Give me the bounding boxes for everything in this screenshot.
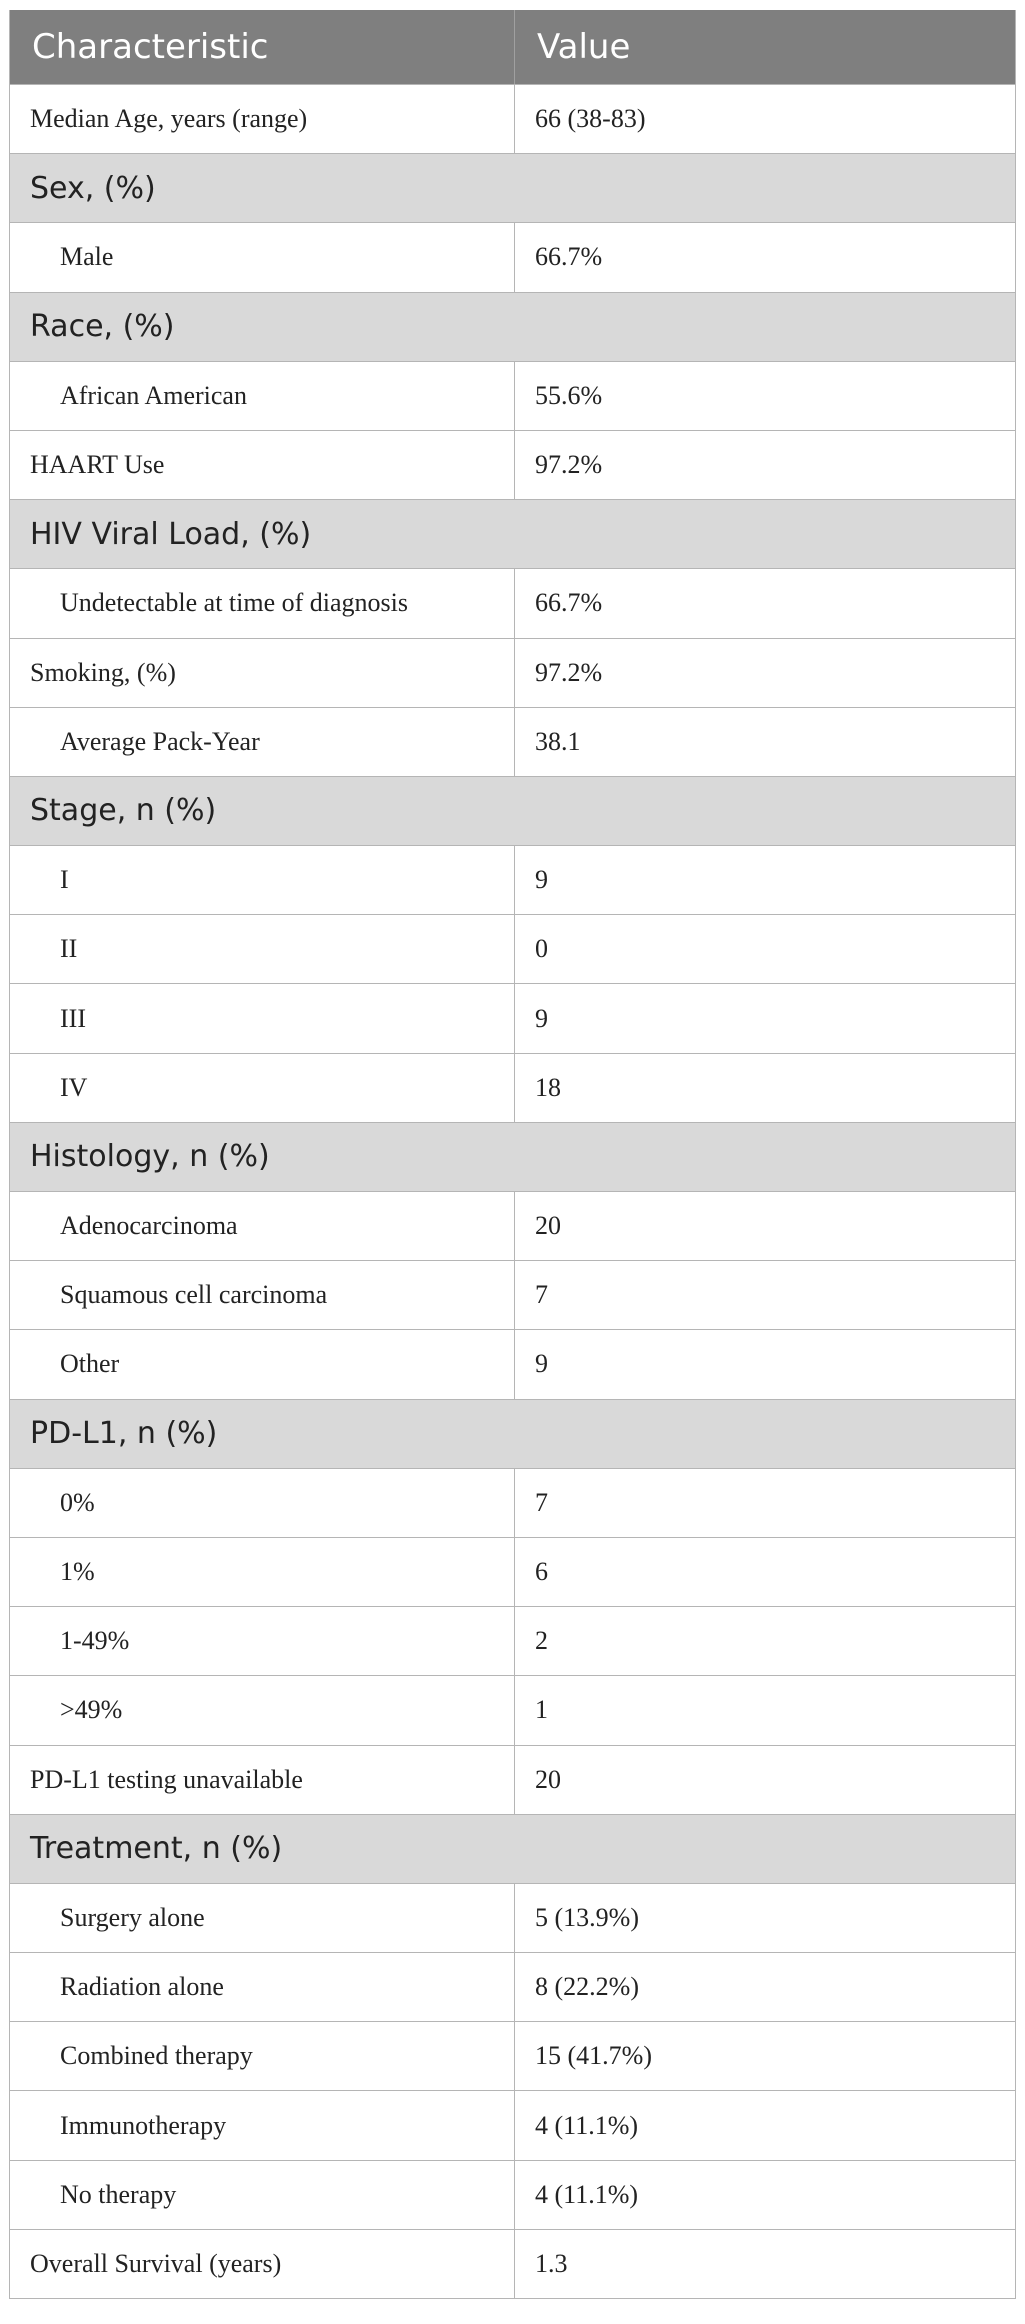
row-value: 66 (38-83)	[535, 104, 646, 134]
table-row	[10, 84, 1015, 153]
row-label: >49%	[10, 1676, 515, 1744]
section-row	[10, 153, 1015, 222]
table-row	[10, 2090, 1015, 2159]
table-body	[10, 84, 1015, 2298]
table-row	[10, 1675, 1015, 1744]
row-value: 4 (11.1%)	[535, 2110, 639, 2140]
row-value: 2	[535, 1626, 548, 1656]
table-row	[10, 1883, 1015, 1952]
row-label: Combined therapy	[10, 2022, 515, 2090]
section-row	[10, 292, 1015, 361]
table-row	[10, 983, 1015, 1052]
row-label: Squamous cell carcinoma	[10, 1261, 515, 1329]
table-row	[10, 1952, 1015, 2021]
row-label: Adenocarcinoma	[10, 1192, 515, 1260]
section-label: HIV Viral Load, (%)	[30, 516, 312, 552]
row-label: IV	[10, 1054, 515, 1122]
section-row	[10, 1122, 1015, 1191]
header-value: Value	[537, 27, 631, 67]
section-row	[10, 776, 1015, 845]
row-value: 66.7%	[535, 588, 603, 618]
row-value: 5 (13.9%)	[535, 1902, 639, 1932]
row-value: 20	[535, 1211, 561, 1241]
row-label: African American	[10, 362, 515, 430]
table-row	[10, 2229, 1015, 2298]
row-value: 38.1	[535, 726, 581, 756]
table-row	[10, 914, 1015, 983]
row-label: PD-L1 testing unavailable	[10, 1746, 515, 1814]
section-row	[10, 1399, 1015, 1468]
row-value: 18	[535, 1072, 561, 1102]
table-row	[10, 1053, 1015, 1122]
row-value: 55.6%	[535, 380, 603, 410]
table-row	[10, 1745, 1015, 1814]
row-label: Immunotherapy	[10, 2091, 515, 2159]
row-label: Smoking, (%)	[10, 639, 515, 707]
row-value: 4 (11.1%)	[535, 2179, 639, 2209]
table-row	[10, 1537, 1015, 1606]
row-label: Radiation alone	[10, 1953, 515, 2021]
table-row	[10, 222, 1015, 291]
row-label: Overall Survival (years)	[10, 2230, 515, 2298]
table-row	[10, 707, 1015, 776]
table-row	[10, 361, 1015, 430]
row-label: 1-49%	[10, 1607, 515, 1675]
section-label: Sex, (%)	[30, 170, 156, 206]
section-label: Stage, n (%)	[30, 793, 217, 829]
table-row	[10, 1329, 1015, 1398]
row-value: 9	[535, 865, 548, 895]
row-label: No therapy	[10, 2161, 515, 2229]
table-row	[10, 1260, 1015, 1329]
row-value: 9	[535, 1349, 548, 1379]
row-value: 15 (41.7%)	[535, 2041, 652, 2071]
row-label: II	[10, 915, 515, 983]
section-row	[10, 499, 1015, 568]
section-label: PD-L1, n (%)	[30, 1416, 218, 1452]
row-label: HAART Use	[10, 431, 515, 499]
row-value: 7	[535, 1280, 548, 1310]
row-label: 1%	[10, 1538, 515, 1606]
row-label: III	[10, 984, 515, 1052]
section-row	[10, 1814, 1015, 1883]
table-row	[10, 1468, 1015, 1537]
row-label: Male	[10, 223, 515, 291]
section-label: Histology, n (%)	[30, 1139, 270, 1175]
section-label: Treatment, n (%)	[30, 1831, 283, 1867]
row-value: 1.3	[535, 2248, 568, 2278]
table-row	[10, 1191, 1015, 1260]
row-label: 0%	[10, 1469, 515, 1537]
characteristics-table	[9, 10, 1016, 2299]
row-value: 8 (22.2%)	[535, 1972, 639, 2002]
row-value: 9	[535, 1003, 548, 1033]
table-row	[10, 845, 1015, 914]
row-value: 20	[535, 1764, 561, 1794]
table-row	[10, 2021, 1015, 2090]
table-row	[10, 1606, 1015, 1675]
row-label: Undetectable at time of diagnosis	[10, 569, 515, 637]
row-label: Surgery alone	[10, 1884, 515, 1952]
row-label: I	[10, 846, 515, 914]
row-label: Other	[10, 1330, 515, 1398]
row-value: 66.7%	[535, 242, 603, 272]
table-row	[10, 2160, 1015, 2229]
header-characteristic: Characteristic	[10, 10, 515, 84]
table-row	[10, 430, 1015, 499]
table-header-row	[10, 10, 1015, 84]
table-row	[10, 638, 1015, 707]
row-value: 6	[535, 1557, 548, 1587]
row-label: Average Pack-Year	[10, 708, 515, 776]
table-row	[10, 568, 1015, 637]
row-value: 7	[535, 1487, 548, 1517]
row-value: 97.2%	[535, 450, 603, 480]
row-value: 97.2%	[535, 657, 603, 687]
row-label: Median Age, years (range)	[10, 85, 515, 153]
section-label: Race, (%)	[30, 309, 175, 345]
row-value: 0	[535, 934, 548, 964]
row-value: 1	[535, 1695, 548, 1725]
